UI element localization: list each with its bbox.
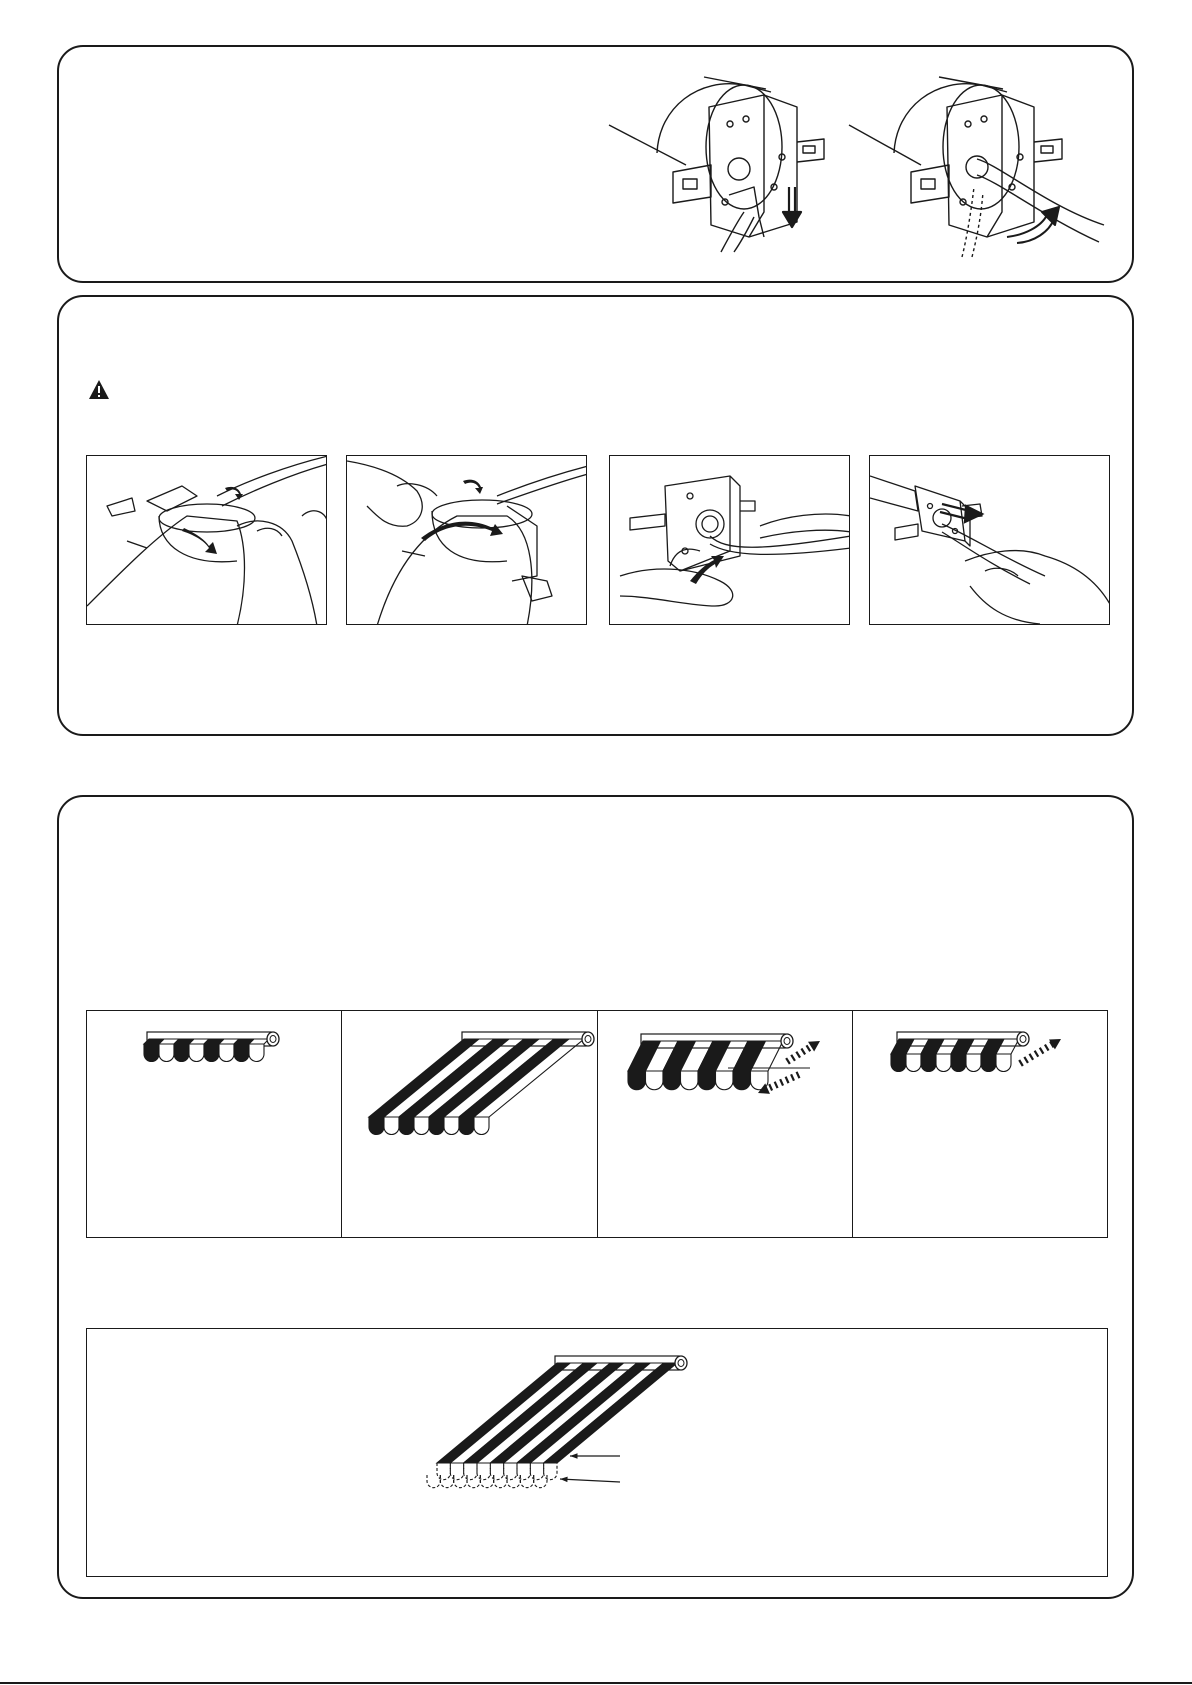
valance-scallop [474,1117,489,1135]
valance-scallop [459,1117,474,1135]
valance-scallop [399,1117,414,1135]
awning-icon [853,1011,1107,1237]
valance-scallop [517,1463,530,1480]
valance-scallop [936,1054,951,1072]
roller-end [1017,1032,1029,1046]
valance-scallop [996,1054,1011,1072]
motor-pull-cable-drawing [870,456,1110,625]
step-1-figure [86,455,327,625]
valance-scallop [437,1463,450,1480]
valance-scallop [384,1117,399,1135]
valance-scallop [464,1463,477,1480]
step-4-figure [869,455,1110,625]
valance-scallop [159,1044,174,1062]
valance-scallop [530,1463,543,1480]
motor-turn-ring-drawing [347,456,587,625]
motor-head-clip-figure [59,47,1136,285]
roller-end [781,1034,793,1048]
valance-scallop [891,1054,906,1072]
page-bottom-rule [0,1682,1192,1684]
awning-icon [144,1032,279,1062]
awning-icon [598,1011,852,1237]
awning-icon [437,1356,687,1480]
awning-adjust-cell [597,1011,852,1237]
cable-clip-section [57,45,1134,283]
valance-scallop [477,1463,490,1480]
valance-scallop [680,1071,698,1090]
motor-head-plate [673,95,824,252]
awning-icon [87,1011,341,1237]
valance-scallop [906,1054,921,1072]
valance-scallop [921,1054,936,1072]
arrow-left-icon [570,1453,620,1458]
awning-open-cell [341,1011,596,1237]
valance-scallop [234,1044,249,1062]
valance-scallop [204,1044,219,1062]
arrow-up-icon [1007,207,1059,243]
awning-icon [891,1032,1029,1072]
valance-scallop [698,1071,716,1090]
valance-scallop [544,1463,557,1480]
valance-scallop [663,1071,681,1090]
valance-scallop [219,1044,234,1062]
valance-scallop [490,1463,503,1480]
warning-triangle-icon [88,379,110,400]
step-2-figure [346,455,587,625]
valance-scallop [981,1054,996,1072]
valance-scallop [715,1071,733,1090]
arrow-down-icon [783,187,801,227]
awning-icon [628,1034,793,1090]
awning-closed-cell [87,1011,341,1237]
roller-end [582,1032,594,1046]
valance-scallop [645,1071,663,1090]
valance-scallop [429,1117,444,1135]
valance-scallop [189,1044,204,1062]
motor-head-cable-drawing [610,456,850,625]
valance-scallop [504,1463,517,1480]
awning-limit-drawing [87,1329,1106,1575]
valance-scallop [414,1117,429,1135]
valance-scallop [628,1071,646,1090]
cable-removal-section [57,295,1134,736]
valance-scallop [450,1463,463,1480]
roller-end [675,1356,687,1370]
roller-end [267,1032,279,1046]
valance-scallop [144,1044,159,1062]
motor-head-plate [911,95,1104,257]
valance-scallop [951,1054,966,1072]
awning-icon [342,1011,596,1237]
awning-limit-figure [86,1328,1108,1577]
arrow-left-icon [560,1477,620,1482]
valance-scallop [174,1044,189,1062]
valance-scallop [249,1044,264,1062]
valance-scallop [966,1054,981,1072]
awning-positions-table [86,1010,1108,1238]
awning-raise-cell [852,1011,1107,1237]
motor-turn-ring-drawing [87,456,327,625]
valance-scallop [444,1117,459,1135]
valance-scallop [733,1071,751,1090]
valance-scallop [369,1117,384,1135]
step-3-figure [609,455,850,625]
awning-icon [369,1032,594,1135]
end-position-section [57,795,1134,1599]
